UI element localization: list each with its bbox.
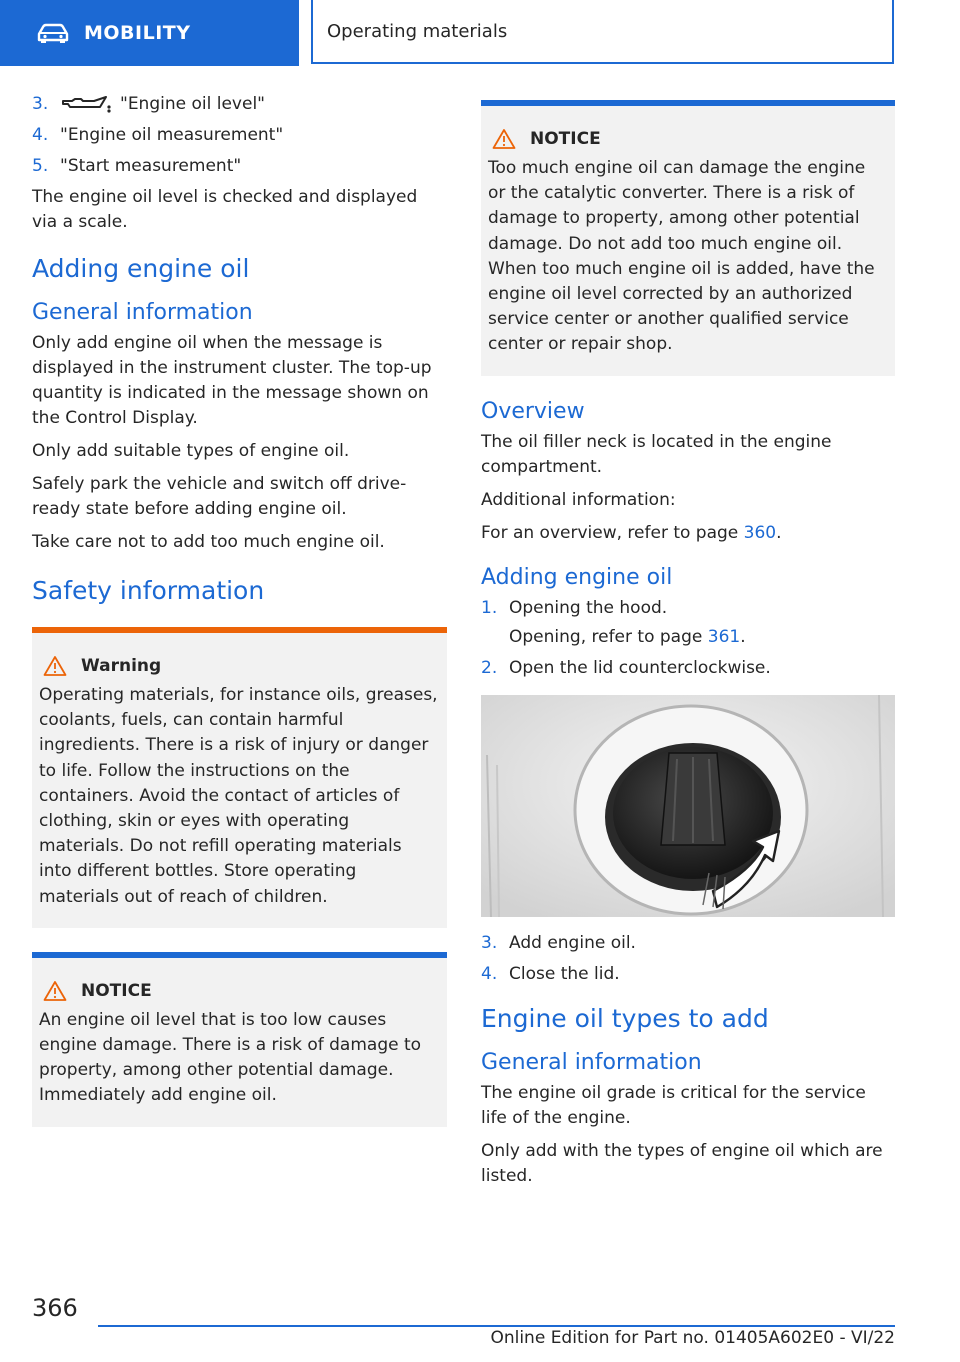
right-column (481, 100, 895, 1197)
notice-title-row (488, 128, 887, 150)
chapter-tab-label: Operating materials (327, 20, 508, 42)
step-text: Close the lid. (509, 963, 620, 984)
list-item (481, 656, 895, 681)
warning-triangle-icon (492, 128, 516, 150)
step-list-right-a2 (481, 656, 895, 681)
heading-general-information: General information (32, 300, 253, 325)
footer-divider (98, 1325, 895, 1327)
notice-title: NOTICE (530, 129, 601, 149)
car-icon (36, 22, 70, 44)
warning-triangle-icon (43, 655, 67, 677)
paragraph: The oil filler neck is located in the engine compartment. (481, 431, 832, 477)
notice-box (32, 952, 447, 1127)
step-text: "Engine oil level" (120, 94, 265, 114)
warning-title: Warning (81, 656, 162, 676)
paragraph: Only add engine oil when the message is displayed in the instrument cluster. The top-up quantity is indicated in the message shown on the Control Display. (32, 333, 432, 428)
step-number: 3. (32, 94, 49, 114)
section-tab-mobility[interactable] (0, 0, 299, 66)
paragraph: The engine oil level is checked and displayed via a scale. (32, 187, 418, 232)
paragraph: Additional information: (481, 489, 676, 510)
list-item (32, 123, 447, 148)
step-list-left (32, 92, 447, 179)
list-item (481, 962, 895, 987)
list-item (481, 596, 895, 621)
notice-text: An engine oil level that is too low causes engine damage. There is a risk of damage to property, among other potential damage. Immediately add engine oil. (39, 1009, 422, 1106)
heading-safety-information: Safety information (32, 576, 265, 605)
notice-title-row (39, 980, 439, 1002)
chapter-tab[interactable] (311, 0, 894, 64)
page-header (0, 0, 960, 66)
paragraph: The engine oil grade is critical for the service life of the engine. (481, 1082, 866, 1128)
warning-text: Operating materials, for instance oils, greases, coolants, fuels, can contain harmful ingredients. There is a risk of injury or danger to life. Follow the instructions on the containers. Avoid the contact of articles of clothing, skin or eyes with operating materials. Do not refill operating materials into different bottles. Store operating materials out of reach of children. (39, 685, 438, 907)
page-link-360[interactable]: 360 (743, 522, 777, 543)
step-number: 1. (481, 597, 498, 618)
warning-title-row (39, 655, 439, 677)
paragraph: Safely park the vehicle and switch off drive-ready state before adding engine oil. (32, 474, 407, 519)
notice-title: NOTICE (81, 980, 152, 1001)
warning-box (32, 627, 447, 928)
heading-adding-engine-oil: Adding engine oil (32, 254, 250, 283)
paragraph: For an overview, refer to page 360. (481, 522, 782, 543)
oil-can-icon (60, 94, 112, 114)
step-number: 4. (32, 125, 49, 145)
step-text: Open the lid counterclockwise. (509, 657, 771, 678)
section-tab-label: MOBILITY (84, 22, 191, 44)
paragraph: Take care not to add too much engine oil. (32, 532, 385, 552)
oil-filler-cap-illustration (481, 695, 895, 917)
step-text: "Engine oil measurement" (60, 125, 284, 145)
list-item (32, 154, 447, 179)
list-item (32, 92, 447, 117)
notice-box (481, 100, 895, 376)
notice-text: Too much engine oil can damage the engine or the catalytic converter. There is a risk of damage to property, among other potential damage. Do not add too much engine oil. When too much engine oil is added, have the engine oil level corrected by an authorized service center or another qualified service center or repair shop. (488, 158, 875, 355)
page-link-361[interactable]: 361 (707, 626, 741, 647)
paragraph: Only add with the types of engine oil which are listed. (481, 1140, 883, 1186)
step-number: 2. (481, 657, 498, 678)
heading-general-information: General information (481, 1049, 702, 1075)
heading-overview: Overview (481, 398, 585, 424)
edition-info: Online Edition for Part no. 01405A602E0 - VI/22 (490, 1328, 895, 1348)
step-list-right-b (481, 931, 895, 987)
step-text: Opening the hood. (509, 597, 668, 618)
step-sub-text: Opening, refer to page 361. (509, 626, 746, 647)
paragraph: Only add suitable types of engine oil. (32, 441, 350, 461)
heading-adding-engine-oil: Adding engine oil (481, 564, 673, 590)
step-text: Add engine oil. (509, 932, 636, 953)
step-text: "Start measurement" (60, 156, 242, 176)
step-number: 4. (481, 963, 498, 984)
step-number: 5. (32, 156, 49, 176)
list-item (481, 931, 895, 956)
page-number: 366 (32, 1294, 78, 1322)
heading-engine-oil-types: Engine oil types to add (481, 1003, 769, 1033)
step-number: 3. (481, 932, 498, 953)
left-column (32, 92, 447, 1135)
step-list-right-a (481, 596, 895, 621)
reference-text: For an overview, refer to page (481, 522, 744, 543)
warning-triangle-icon (43, 980, 67, 1002)
